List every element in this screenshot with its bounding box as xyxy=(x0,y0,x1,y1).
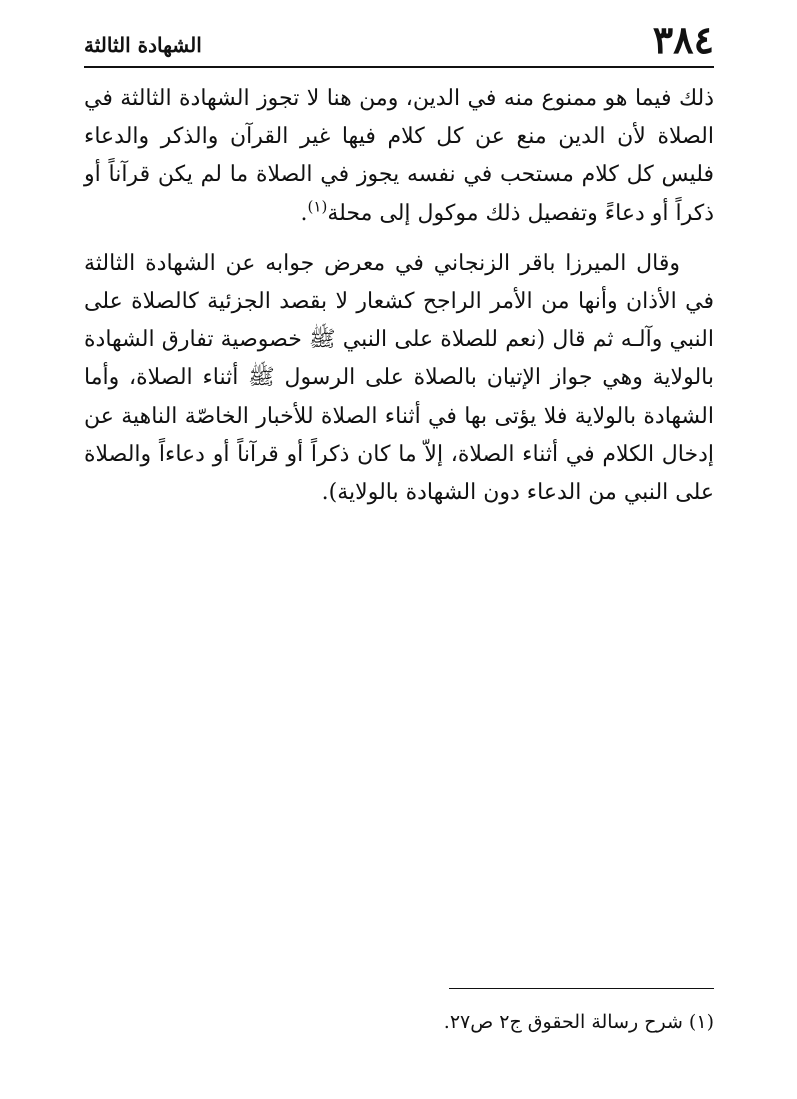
page-header xyxy=(84,17,714,64)
footnote-divider xyxy=(449,988,714,989)
paragraph-2: وقال الميرزا باقر الزنجاني في معرض جوابه عن الشهادة الثالثة في الأذان وأنها من الأمر الراجح كشعار لا بقصد الجزئية كالصلاة على النبي وآلـه ثم قال (نعم للصلاة على النبي ﷺ خصوصية تفارق الشهادة بالولاية وهي جواز الإتيان بالصلاة على الرسول ﷺ أثناء الصلاة، وأما الشهادة بالولاية فلا يؤتى بها في أثناء الصلاة للأخبار الخاصّة الناهية عن إدخال الكلام في أثناء الصلاة، إلاّ ما كان ذكراً أو قرآناً أو دعاءاً والصلاة على النبي من الدعاء دون الشهادة بالولاية). xyxy=(84,250,714,506)
footnote-reference[interactable]: (١) xyxy=(307,197,328,216)
footnote: (١) شرح رسالة الحقوق ج٢ ص٢٧. xyxy=(443,1011,714,1033)
paragraph-1 xyxy=(84,80,714,233)
page-number: ٣٨٤ xyxy=(652,17,714,62)
header-divider xyxy=(84,66,714,68)
running-title: الشهادة الثالثة xyxy=(84,33,202,57)
paragraph-1-end: . xyxy=(300,200,308,226)
paragraph-1-text: ذلك فيما هو ممنوع منه في الدين، ومن هنا لا تجوز الشهادة الثالثة في الصلاة لأن الدين منع عن كل كلام فيها غير القرآن والذكر والدعاء فليس كل كلام مستحب في نفسه يجوز في الصلاة ما لم يكن قرآناً أو ذكراً أو دعاءً وتفصيل ذلك موكول إلى محلة xyxy=(84,86,715,226)
main-text xyxy=(84,80,714,512)
